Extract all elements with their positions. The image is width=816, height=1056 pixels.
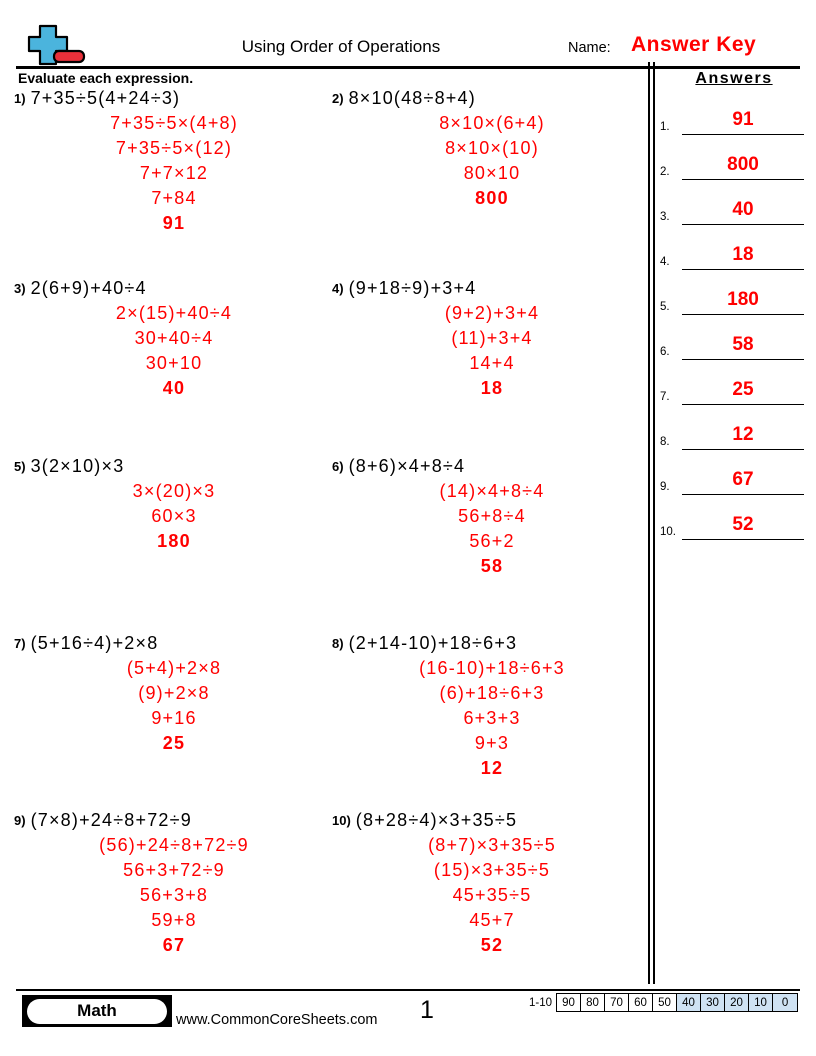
problem-8-steps [342,658,642,779]
problem-6 [332,456,656,577]
problem-4-number: 4) [332,281,344,296]
problem-10-step-1: (8+7)×3+35÷5 [428,835,556,855]
problem-6-header [332,456,656,477]
instruction-text: Evaluate each expression. [18,70,194,86]
problem-6-step-1: (14)×4+8÷4 [439,481,545,501]
site-url: www.CommonCoreSheets.com [176,1012,378,1028]
problem-10-step-3: 45+35÷5 [452,885,532,905]
problem-4-step-3: 14+4 [469,353,515,373]
problem-5-number: 5) [14,459,26,474]
problem-5 [14,456,338,552]
problem-10-step-4: 45+7 [469,910,515,930]
problem-7-step-3: 9+16 [151,708,197,728]
problem-3-step-3: 30+10 [145,353,203,373]
problem-7 [14,633,338,754]
answer-value-6: 58 [732,334,754,355]
scale-box-0: 0 [773,994,797,1011]
answer-index-3: 3. [660,211,670,223]
problems-area [0,88,648,978]
problem-3-answer: 40 [162,378,186,398]
answer-key-label: Answer Key [631,33,757,56]
problem-1-step-4: 7+84 [151,188,197,208]
problem-7-steps [24,658,324,754]
answer-row-1 [660,90,808,135]
problem-9-step-3: 56+3+8 [139,885,209,905]
scale-box-90: 90 [557,994,581,1011]
problem-10-header [332,810,656,831]
page-header [16,22,800,68]
answer-index-8: 8. [660,436,670,448]
problem-1-step-1: 7+35÷5×(4+8) [110,113,238,133]
problem-9-step-2: 56+3+72÷9 [123,860,225,880]
problem-4-answer: 18 [480,378,504,398]
problem-8-header [332,633,656,654]
scale-box-70: 70 [605,994,629,1011]
problem-3-step-1: 2×(15)+40÷4 [115,303,233,323]
subject-badge-label: Math [27,999,167,1024]
problem-1-expression: 7+35÷5(4+24÷3) [30,88,181,108]
answer-value-2: 800 [727,154,759,175]
problem-2-number: 2) [332,91,344,106]
problem-4-step-2: (11)+3+4 [451,328,533,348]
problem-7-expression: (5+16÷4)+2×8 [30,633,159,653]
answer-row-7 [660,360,808,405]
grading-scale-label: 1-10 [529,996,553,1009]
problem-6-number: 6) [332,459,344,474]
problem-3-expression: 2(6+9)+40÷4 [30,278,147,298]
subject-badge [22,995,172,1027]
scale-box-50: 50 [653,994,677,1011]
problem-3-step-2: 30+40÷4 [134,328,214,348]
problem-6-answer: 58 [480,556,504,576]
problem-10-step-2: (15)×3+35÷5 [433,860,551,880]
problem-10-answer: 52 [480,935,504,955]
problem-5-step-2: 60×3 [151,506,197,526]
problem-4-step-1: (9+2)+3+4 [444,303,540,323]
problem-4-steps [342,303,642,399]
problem-8 [332,633,656,779]
problem-3-steps [24,303,324,399]
problem-3 [14,278,338,399]
problem-4-header [332,278,656,299]
problem-10-number: 10) [332,813,351,828]
answer-index-7: 7. [660,391,670,403]
answer-index-9: 9. [660,481,670,493]
problem-9-steps [24,835,324,956]
answer-row-5 [660,270,808,315]
problem-7-step-2: (9)+2×8 [138,683,210,703]
problem-4-expression: (9+18÷9)+3+4 [348,278,477,298]
problem-5-header [14,456,338,477]
problem-6-step-3: 56+2 [469,531,515,551]
answer-row-9 [660,450,808,495]
answer-row-6 [660,315,808,360]
answer-row-4 [660,225,808,270]
answer-value-7: 25 [732,379,754,400]
answer-index-1: 1. [660,121,670,133]
problem-4 [332,278,656,399]
problem-5-step-1: 3×(20)×3 [132,481,216,501]
problem-6-expression: (8+6)×4+8÷4 [348,456,466,476]
problem-1-header [14,88,338,109]
answer-value-5: 180 [727,289,759,310]
scale-box-60: 60 [629,994,653,1011]
problem-2-steps [342,113,642,209]
problem-7-answer: 25 [162,733,186,753]
answer-value-1: 91 [732,109,754,130]
problem-2 [332,88,656,209]
problem-3-header [14,278,338,299]
problem-10 [332,810,656,956]
problem-8-expression: (2+14-10)+18÷6+3 [348,633,518,653]
answer-value-8: 12 [732,424,754,445]
answer-index-4: 4. [660,256,670,268]
problem-8-step-1: (16-10)+18÷6+3 [419,658,565,678]
problem-9-number: 9) [14,813,26,828]
page-title: Using Order of Operations [241,37,441,56]
problem-8-step-4: 9+3 [474,733,510,753]
answer-index-6: 6. [660,346,670,358]
problem-7-header [14,633,338,654]
footer-divider [16,989,800,991]
problem-9-expression: (7×8)+24÷8+72÷9 [30,810,192,830]
scale-box-10: 10 [749,994,773,1011]
problem-6-steps [342,481,642,577]
problem-10-steps [342,835,642,956]
answer-value-4: 18 [732,244,754,265]
answer-row-10 [660,495,808,540]
header-divider [16,66,800,69]
problem-6-step-2: 56+8÷4 [458,506,526,526]
grading-scale [529,993,798,1012]
answer-value-9: 67 [732,469,754,490]
problem-9-answer: 67 [162,935,186,955]
problem-2-step-2: 8×10×(10) [445,138,539,158]
problem-5-expression: 3(2×10)×3 [30,456,125,476]
problem-1-number: 1) [14,91,26,106]
answer-row-3 [660,180,808,225]
grading-scale-boxes [556,993,798,1012]
answer-blank-line-10 [682,539,804,541]
answer-row-8 [660,405,808,450]
problem-9 [14,810,338,956]
problem-1-steps [24,113,324,234]
plus-minus-logo-icon [22,22,94,66]
answer-value-3: 40 [732,199,754,220]
answer-value-10: 52 [732,514,754,535]
problem-5-steps [24,481,324,552]
scale-box-40: 40 [677,994,701,1011]
problem-8-step-3: 6+3+3 [463,708,521,728]
problem-5-answer: 180 [157,531,191,551]
name-label: Name: [568,40,611,56]
problem-3-number: 3) [14,281,26,296]
problem-2-step-3: 80×10 [463,163,521,183]
problem-8-answer: 12 [480,758,504,778]
answer-index-2: 2. [660,166,670,178]
answer-index-5: 5. [660,301,670,313]
problem-2-header [332,88,656,109]
scale-box-80: 80 [581,994,605,1011]
problem-2-answer: 800 [475,188,509,208]
problem-1-step-3: 7+7×12 [139,163,209,183]
answers-title: Answers [695,70,773,87]
answer-index-10: 10. [660,526,676,538]
answer-row-2 [660,135,808,180]
problem-1-step-2: 7+35÷5×(12) [115,138,233,158]
problem-8-number: 8) [332,636,344,651]
problem-1 [14,88,338,234]
problem-7-step-1: (5+4)+2×8 [126,658,222,678]
problem-2-expression: 8×10(48÷8+4) [348,88,476,108]
problem-10-expression: (8+28÷4)×3+35÷5 [355,810,518,830]
problem-1-answer: 91 [162,213,186,233]
problem-7-number: 7) [14,636,26,651]
problem-8-step-2: (6)+18÷6+3 [439,683,545,703]
problem-9-step-1: (56)+24÷8+72÷9 [99,835,249,855]
problem-2-step-1: 8×10×(6+4) [439,113,545,133]
answers-panel [660,70,808,540]
problem-9-step-4: 59+8 [151,910,197,930]
scale-box-20: 20 [725,994,749,1011]
problem-9-header [14,810,338,831]
scale-box-30: 30 [701,994,725,1011]
page-number: 1 [420,996,434,1024]
